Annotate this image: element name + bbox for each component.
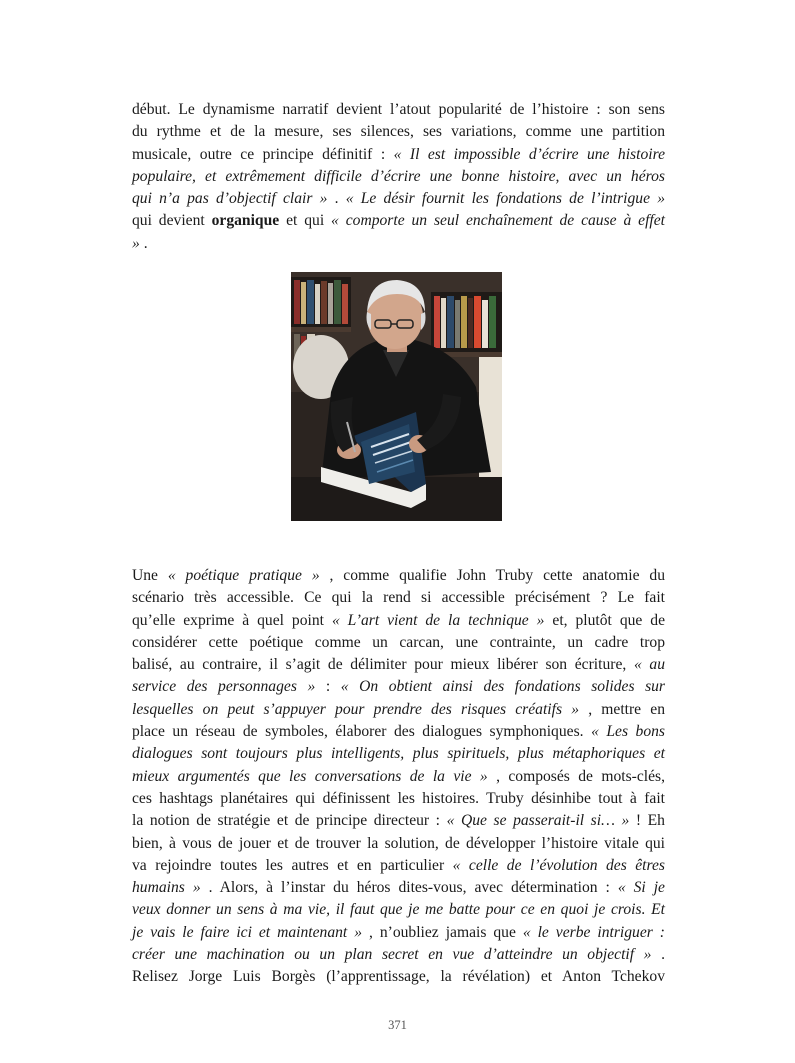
body-text: et, plutôt que de (544, 611, 665, 629)
quote-text: populaire, et extrêmement difficile d’écrire une bonne histoire, avec un héros (132, 167, 665, 185)
body-text: Une (132, 567, 168, 584)
body-text: bien, à vous de jouer et de trouver la solution, de développer l’histoire vitale qui (132, 834, 665, 852)
body-text: scénario très accessible. Ce qui la rend si accessible précisément ? Le fait (132, 589, 665, 607)
text-line (132, 210, 665, 232)
text-line (132, 610, 665, 632)
quote-text: « L’art vient de la technique » (331, 611, 545, 629)
body-text: musicale, outre ce principe définitif : (132, 145, 394, 163)
text-line (132, 233, 665, 255)
quote-text: » (132, 234, 144, 252)
quote-text: « Les bons (591, 723, 666, 741)
quote-text: « poétique pratique » (167, 567, 330, 584)
text-line (132, 788, 665, 810)
quote-text: « au (633, 656, 665, 674)
quote-text: veux donner un sens à ma vie, il faut que je me batte pour ce en quoi je crois. Et (132, 901, 665, 919)
book-signing-photo (291, 272, 502, 521)
quote-text: « Il est impossible d’écrire une histoire (393, 145, 665, 163)
body-text: place un réseau de symboles, élaborer des dialogues symphoniques. (132, 723, 592, 741)
body-text: va rejoindre toutes les autres et en particulier (132, 856, 453, 874)
photo-man-signing-book-icon (291, 272, 502, 521)
body-text: considérer cette poétique comme un carcan, une contrainte, un cadre trop (132, 633, 665, 651)
body-text: Relisez Jorge Luis Borgès (l’apprentissage, la révélation) et Anton Tchekov (132, 968, 665, 986)
body-text: du rythme et de la mesure, ses silences, ses variations, comme une partition (132, 123, 665, 141)
quote-text: lesquelles on peut s’appuyer pour prendre des risques créatifs » (132, 700, 589, 718)
quote-text: dialogues sont toujours plus intelligents, plus spirituels, plus métaphoriques et (132, 745, 665, 763)
body-text: qu’elle exprime à quel point (132, 611, 332, 629)
quote-text: créer une machination ou un plan secret en vue d’atteindre un objectif » (132, 946, 662, 964)
text-line (132, 632, 665, 654)
text-line (132, 166, 665, 188)
text-line (132, 944, 665, 966)
text-line (132, 676, 665, 698)
body-text: . (334, 190, 346, 208)
text-line (132, 144, 665, 166)
quote-text: qui n’a pas d’objectif clair » (132, 190, 335, 208)
text-line (132, 922, 665, 944)
page-number: 371 (388, 1018, 407, 1032)
text-line (132, 699, 665, 721)
quote-text: je vais le faire ici et maintenant » (132, 923, 369, 941)
body-text: , comme qualifie John Truby cette anatomie du (329, 567, 665, 584)
body-text: début. Le dynamisme narratif devient l’atout popularité de l’histoire : son sens (132, 101, 665, 118)
quote-text: service des personnages » (132, 678, 326, 696)
body-text: , mettre en (588, 700, 665, 718)
quote-text: « Le désir fournit les fondations de l’intrigue » (345, 190, 666, 208)
quote-text: « Que se passerait-il si… » (446, 812, 636, 830)
text-line (132, 833, 665, 855)
body-text: qui devient (132, 212, 212, 230)
quote-text: « comporte un seul enchaînement de cause à effet (331, 212, 665, 230)
body-text: ces hashtags planétaires qui définissent les histoires. Truby désinhibe tout à fait (132, 789, 665, 807)
paragraph-1 (132, 99, 665, 255)
text-line (132, 855, 665, 877)
quote-text: « celle de l’évolution des êtres (452, 856, 665, 874)
quote-text: « le verbe intriguer : (522, 923, 665, 941)
text-line (132, 99, 665, 121)
text-line (132, 810, 665, 832)
body-text: la notion de stratégie et de principe directeur : (132, 812, 447, 830)
paragraph-2 (132, 565, 665, 989)
body-text: . Alors, à l’instar du héros dites-vous, avec détermination : (208, 879, 618, 897)
text-line (132, 877, 665, 899)
body-text: . (661, 946, 665, 964)
quote-text: « On obtient ainsi des fondations solides sur (340, 678, 666, 696)
text-line (132, 721, 665, 743)
quote-text: « Si je (617, 879, 665, 897)
quote-text: mieux argumentés que les conversations de la vie » (132, 767, 497, 785)
text-line (132, 587, 665, 609)
text-line (132, 188, 665, 210)
quote-text: humains » (132, 879, 209, 897)
body-text: , composés de mots-clés, (496, 767, 665, 785)
body-text: , n’oubliez jamais que (368, 923, 523, 941)
text-line (132, 899, 665, 921)
body-text: ! Eh (635, 812, 665, 830)
text-line (132, 121, 665, 143)
text-line (132, 966, 665, 988)
bold-text: organique (211, 212, 280, 230)
body-text: balisé, au contraire, il s’agit de délimiter pour mieux libérer son écriture, (132, 656, 634, 674)
body-text: et qui (279, 212, 332, 230)
text-line (132, 743, 665, 765)
text-line (132, 565, 665, 587)
body-text: . (143, 234, 148, 252)
text-line (132, 654, 665, 676)
body-text: : (325, 678, 341, 696)
text-line (132, 766, 665, 788)
